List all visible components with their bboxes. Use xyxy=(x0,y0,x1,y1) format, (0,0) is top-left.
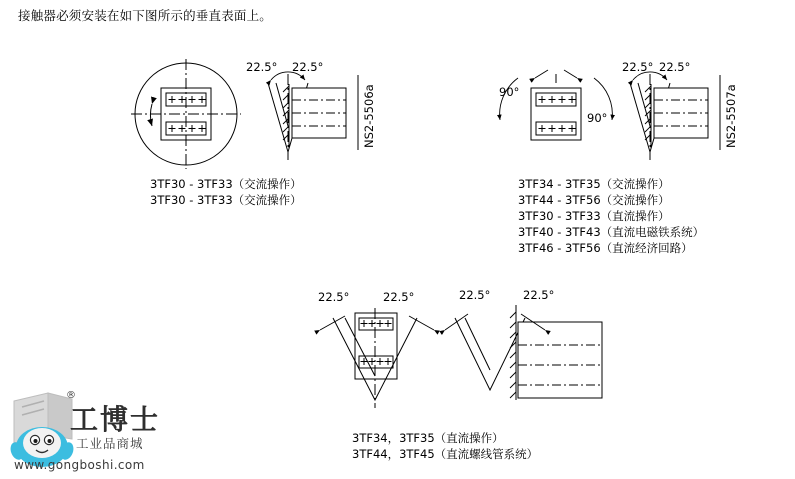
figure-a-caption xyxy=(150,176,302,208)
caption-line: 3TF46 - 3TF56（直流经济回路） xyxy=(518,241,693,255)
figure-c-angle-2: 22.5° xyxy=(383,290,415,304)
figure-b-code: NS2-5507a xyxy=(724,84,738,148)
brand-subtitle: 工业品商城 xyxy=(76,436,144,451)
figure-c-angle-1: 22.5° xyxy=(318,290,350,304)
caption-line: 3TF30 - 3TF33（交流操作） xyxy=(150,177,302,191)
caption-line: 3TF44 - 3TF56（交流操作） xyxy=(518,193,670,207)
page-title: 接触器必须安装在如下图所示的垂直表面上。 xyxy=(18,8,273,23)
caption-line: 3TF34 - 3TF35（交流操作） xyxy=(518,177,670,191)
figure-b-angle-left: 90° xyxy=(499,85,520,99)
figure-b-angle-right: 90° xyxy=(587,111,608,125)
caption-line: 3TF40 - 3TF43（直流电磁铁系统） xyxy=(518,225,705,239)
figure-a-code: NS2-5506a xyxy=(362,84,376,148)
figure-b-angle-right2: 22.5° xyxy=(659,60,691,74)
brand-url: www.gongboshi.com xyxy=(14,458,145,472)
figure-c-angle-3: 22.5° xyxy=(459,288,491,302)
caption-line: 3TF44，3TF45（直流螺线管系统） xyxy=(352,447,539,461)
figure-a-angle-right: 22.5° xyxy=(292,60,324,74)
figure-c-angle-4: 22.5° xyxy=(523,288,555,302)
caption-line: 3TF30 - 3TF33（交流操作） xyxy=(150,193,302,207)
brand-name: 工博士 xyxy=(70,403,161,436)
registered-mark: ® xyxy=(66,390,76,401)
caption-line: 3TF30 - 3TF33（直流操作） xyxy=(518,209,670,223)
figure-b-angle-left2: 22.5° xyxy=(622,60,654,74)
figure-a-angle-left: 22.5° xyxy=(246,60,278,74)
figure-c-caption xyxy=(352,430,538,462)
caption-line: 3TF34，3TF35（直流操作） xyxy=(352,431,504,445)
figure-b-caption xyxy=(518,176,704,256)
